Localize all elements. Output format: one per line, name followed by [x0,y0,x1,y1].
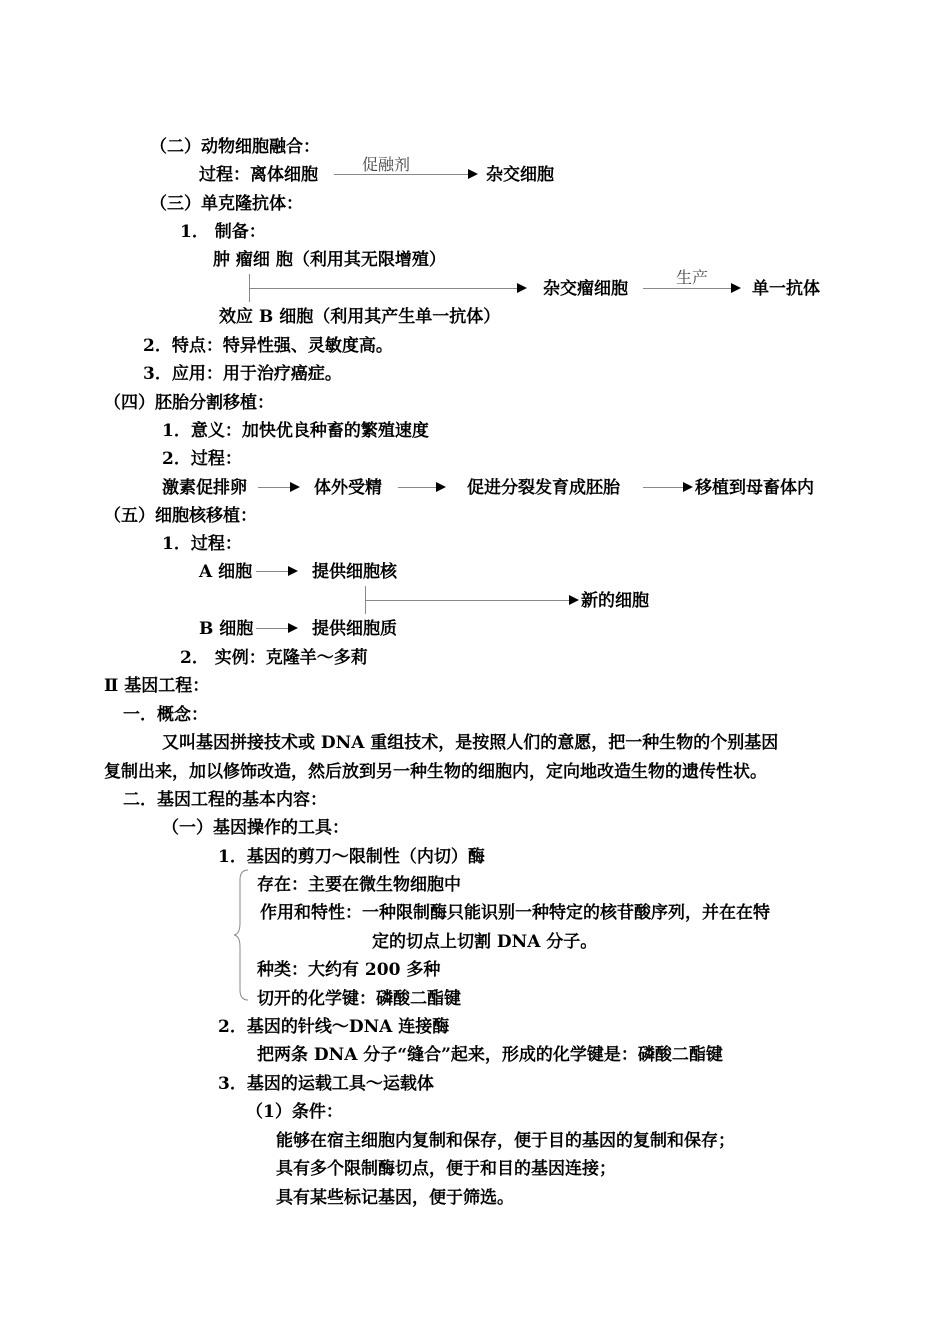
arrow-head-icon [288,566,298,576]
new-cell-text: 新的细胞 [581,591,649,611]
arrow-head-icon [290,482,300,492]
step-1: 激素促排卵 [162,478,247,498]
condition-3: 具有某些标记基因，便于筛选。 [276,1188,514,1208]
content-heading: 二．基因工程的基本内容： [123,790,327,810]
function-text-2: 定的切点上切割 DNA 分子。 [372,932,598,952]
arrow-head-icon [288,623,298,633]
arrow-head-icon [517,283,527,293]
feature-text: 2．特点：特异性强、灵敏度高。 [143,336,393,356]
concept-heading: 一．概念： [123,705,208,725]
prep-label: 1． 制备： [180,222,266,242]
arrow-line [256,628,288,629]
a-provide-text: 提供细胞核 [312,562,397,582]
arrow-line [258,487,290,488]
example-text: 2． 实例：克隆羊～多莉 [180,648,368,668]
meaning-text: 1．意义：加快优良种畜的繁殖速度 [162,421,429,441]
exist-text: 存在：主要在微生物细胞中 [257,875,461,895]
arrow-line [398,487,436,488]
part-heading-genetic-engineering: Ⅱ 基因工程： [104,676,210,696]
section-heading-embryo: （四）胚胎分割移植： [104,393,274,413]
needle-desc: 把两条 DNA 分子“缝合”起来，形成的化学键是：磷酸二酯键 [257,1045,723,1065]
arrow-head-icon [683,482,693,492]
condition-1: 能够在宿主细胞内复制和保存，便于目的基因的复制和保存； [276,1131,735,1151]
bcell-text: 效应 B 细胞（利用其产生单一抗体） [219,307,501,327]
process-label: 1．过程： [162,534,242,554]
tools-heading: （一）基因操作的工具： [162,818,349,838]
b-provide-text: 提供细胞质 [312,619,397,639]
arrow-head-icon [731,283,741,293]
arrow-line [249,288,517,289]
arrow-line [643,288,731,289]
arrow-head-icon [436,482,446,492]
function-text-1: 作用和特性：一种限制酶只能识别一种特定的核苷酸序列，并在在特 [260,903,770,923]
scissors-heading: 1．基因的剪刀～限制性（内切）酶 [218,847,485,867]
needle-heading: 2．基因的针线～DNA 连接酶 [218,1017,450,1037]
tumor-cell-text: 肿 瘤细 胞（利用其无限增殖） [213,250,446,270]
arrow-line [365,600,569,601]
concept-line-2: 复制出来，加以修饰改造，然后放到另一种生物的细胞内，定向地改造生物的遗传性状。 [104,762,767,782]
antibody-text: 单一抗体 [752,279,820,299]
concept-line-1: 又叫基因拼接技术或 DNA 重组技术，是按照人们的意愿，把一种生物的个别基因 [162,733,779,753]
bond-text: 切开的化学键：磷酸二酯键 [257,989,461,1009]
condition-2: 具有多个限制酶切点，便于和目的基因连接； [276,1159,616,1179]
arrow-line [643,487,683,488]
arrow-line [334,174,468,175]
process-label: 过程：离体细胞 [199,165,318,185]
section-heading-monoclonal: （三）单克隆抗体： [150,194,303,214]
application-text: 3．应用：用于治疗癌症。 [143,364,342,384]
step-2: 体外受精 [314,478,382,498]
kinds-text: 种类：大约有 200 多种 [257,960,441,980]
arrow-label: 生产 [676,268,709,287]
arrow-label: 促融剂 [362,155,411,174]
arrow-head-icon [569,595,579,605]
vector-heading: 3．基因的运载工具～运载体 [218,1074,434,1094]
hybridoma-text: 杂交瘤细胞 [543,279,628,299]
brace-icon [232,868,252,1002]
step-4: 移植到母畜体内 [695,478,814,498]
step-3: 促进分裂发育成胚胎 [467,478,620,498]
section-heading-cell-fusion: （二）动物细胞融合： [150,137,320,157]
arrow-head-icon [468,169,478,179]
b-cell-text: B 细胞 [199,619,254,639]
section-heading-nuclear-transfer: （五）细胞核移植： [104,506,257,526]
condition-heading: （1）条件： [246,1102,343,1122]
a-cell-text: A 细胞 [199,562,253,582]
arrow-line [256,571,288,572]
process-label: 2．过程： [162,449,242,469]
process-result: 杂交细胞 [486,165,554,185]
